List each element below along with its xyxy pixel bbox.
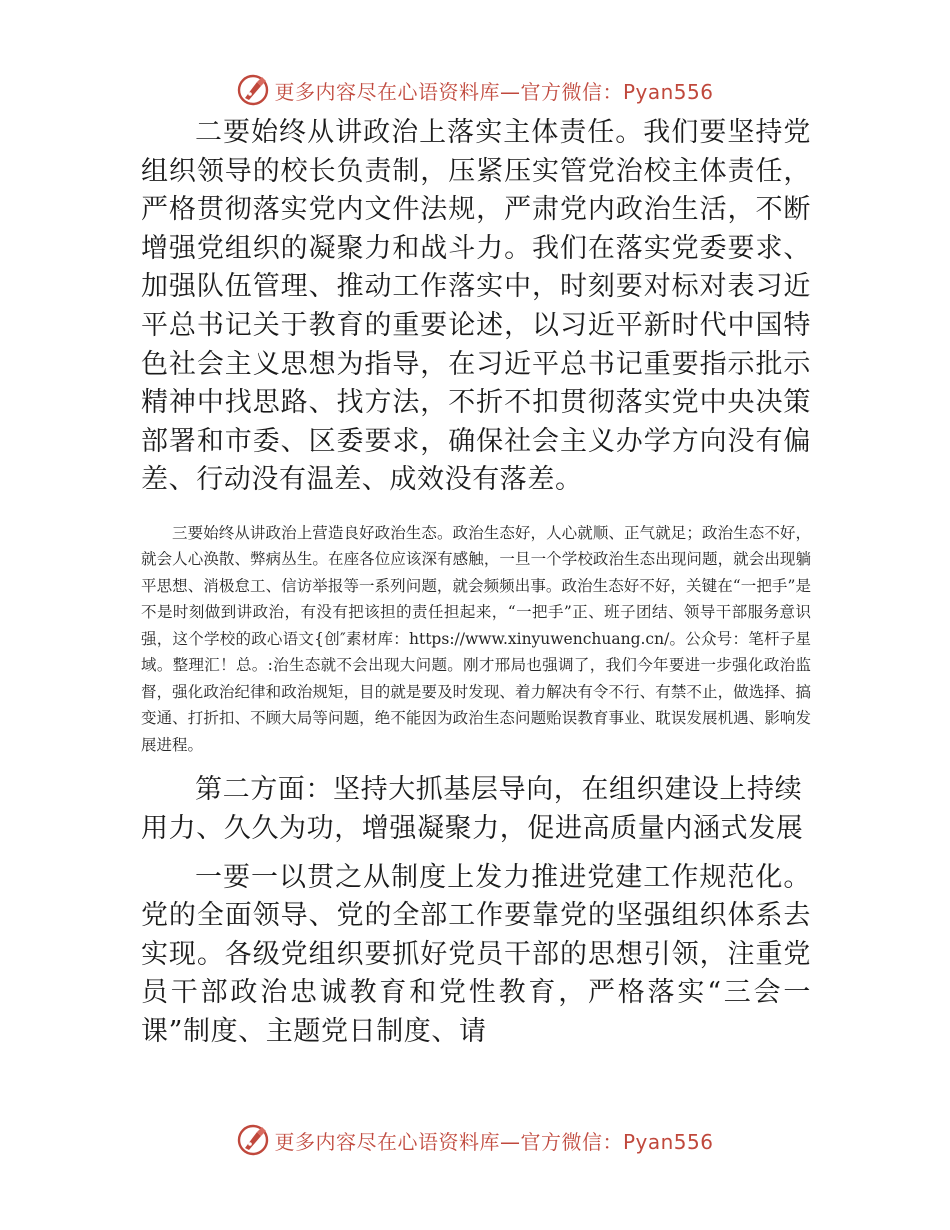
section-heading: 第二方面：坚持大抓基层导向，在组织建设上持续用力、久久为功，增强凝聚力，促进高质量内涵式发展 [141, 774, 804, 845]
document-body [141, 114, 811, 1052]
banner-text: 更多内容尽在心语资料库—官方微信：Pyan556 [274, 79, 714, 104]
pen-nib-circle-icon [236, 1123, 270, 1157]
paragraph-2: 三要始终从讲政治上营造良好政治生态。政治生态好，人心就顺、正气就足；政治生态不好，就会人心涣散、弊病丛生。在座各位应该深有感触，一旦一个学校政治生态出现问题，就会出现躺平思想、消极怠工、信访举报等一系列问题，就会频频出事。政治生态好不好，关键在“一把手”是不是时刻做到讲政治，有没有把该担的责任担起来，“一把手”正、班子团结、领导干部服务意识强，这个学校的政心语文{创″素材库：https://www.xinyuwenchuang.cn/。公众号：笔杆子星域。整理汇！总。:治生态就不会出现大问题。刚才邢局也强调了，我们今年要进一步强化政治监督，强化政治纪律和政治规矩，目的就是要及时发现、着力解决有令不行、有禁不止，做选择、搞变通、打折扣、不顾大局等问题，绝不能因为政治生态问题贻误教育事业、耽误发展机遇、影响发展进程。 [141, 523, 811, 754]
paragraph-1: 二要始终从讲政治上落实主体责任。我们要坚持党组织领导的校长负责制，压紧压实管党治校主体责任，严格贯彻落实党内文件法规，严肃党内政治生活，不断增强党组织的凝聚力和战斗力。我们在落实党委要求、加强队伍管理、推动工作落实中，时刻要对标对表习近平总书记关于教育的重要论述，以习近平新时代中国特色社会主义思想为指导，在习近平总书记重要指示批示精神中找思路、找方法，不折不扣贯彻落实党中央决策部署和市委、区委要求，确保社会主义办学方向没有偏差、行动没有温差、成效没有落差。 [141, 117, 811, 496]
paragraph-3: 一要一以贯之从制度上发力推进党建工作规范化。党的全面领导、党的全部工作要靠党的坚强组织体系去实现。各级党组织要抓好党员干部的思想引领，注重党员干部政治忠诚教育和党性教育，严格落实“三会一课”制度、主题党日制度、请 [141, 861, 811, 1047]
footer-banner [0, 1120, 950, 1160]
pen-nib-circle-icon [236, 73, 270, 107]
header-banner [0, 70, 950, 110]
banner-text: 更多内容尽在心语资料库—官方微信：Pyan556 [274, 1129, 714, 1154]
